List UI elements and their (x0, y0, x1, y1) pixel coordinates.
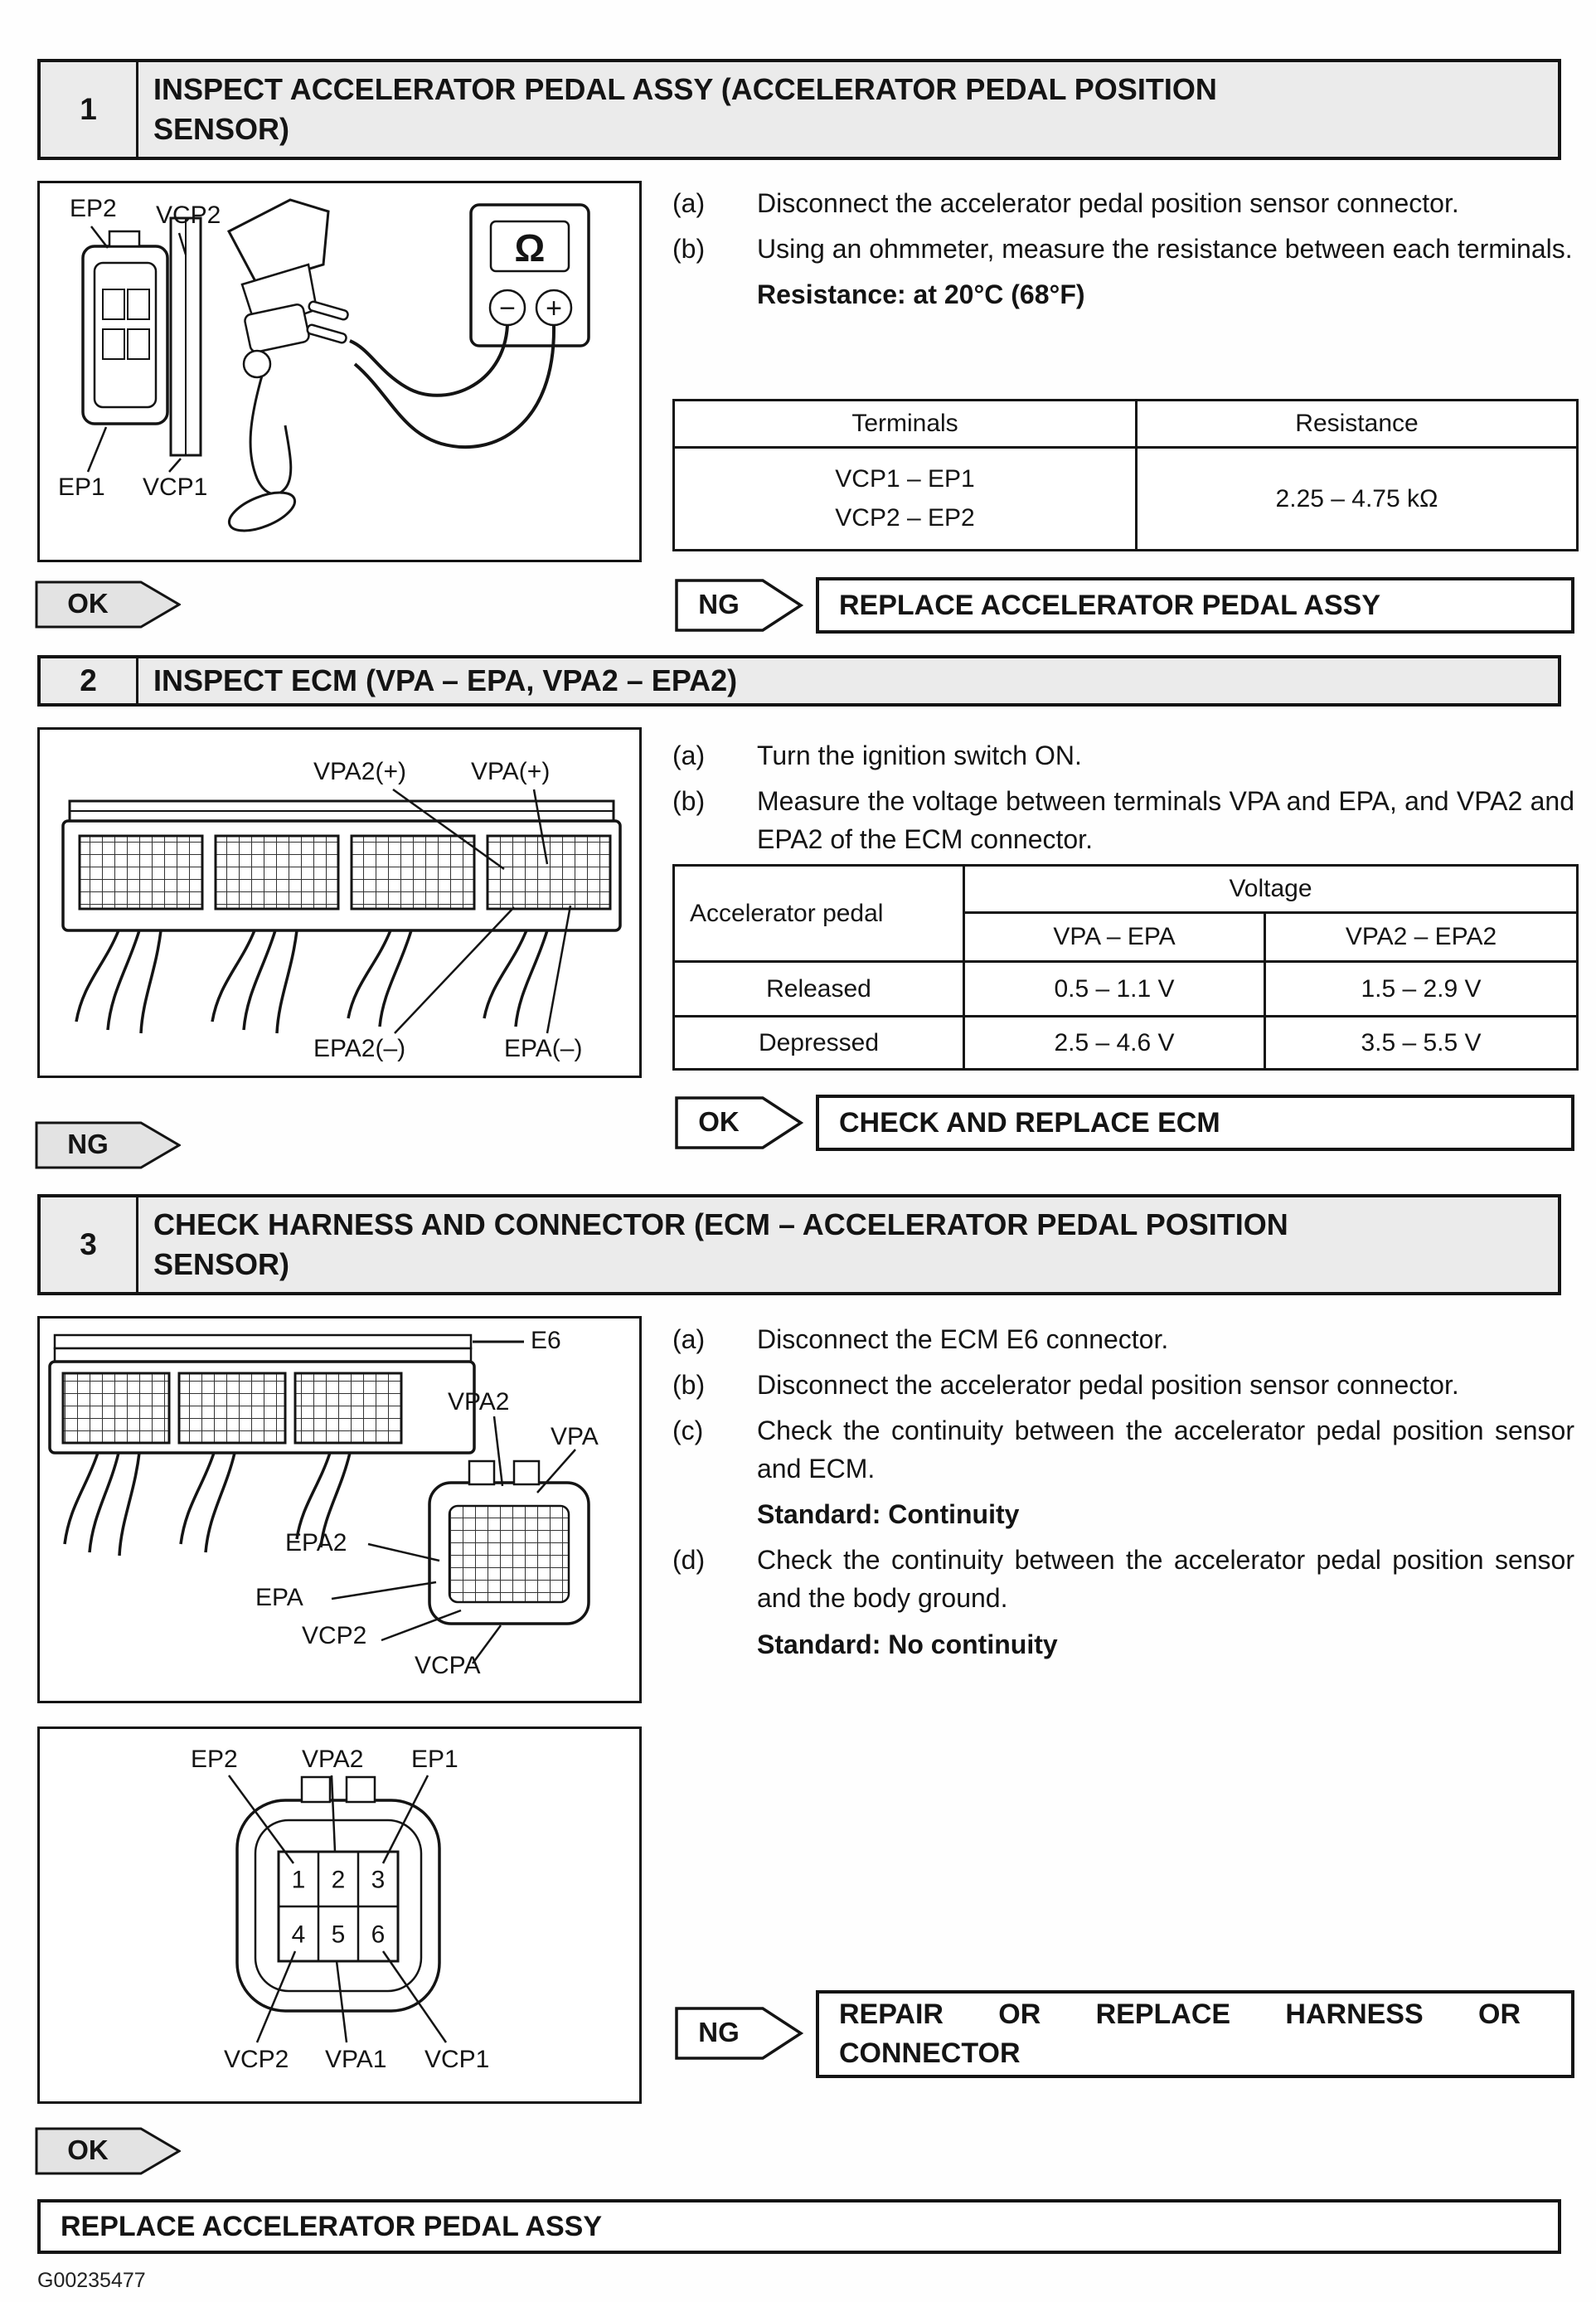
step2-number: 2 (41, 658, 138, 703)
step2-ng-arrow (35, 1121, 181, 1169)
figure-code: G00235477 (37, 2269, 146, 2292)
terminal-label-ep2: EP2 (70, 195, 117, 222)
item-label: (b) (672, 1370, 706, 1401)
pedal-sensor-ohmmeter-diagram (40, 183, 639, 560)
step3-ok-arrow (35, 2127, 181, 2175)
terminal-label-vcp2: VCP2 (156, 202, 221, 229)
step3-ng-chevron (675, 2007, 804, 2060)
item-text: Disconnect the ECM E6 connector. (757, 1324, 1169, 1354)
item-text: Check the continuity between the accelerator pedal position sensor and ECM. (757, 1416, 1574, 1484)
step3-ng-action-box (816, 1990, 1574, 2078)
connector-face-diagram-box (37, 1726, 642, 2104)
step2-title-line1: INSPECT ECM (VPA – EPA, VPA2 – EPA2) (153, 663, 738, 698)
table-row-depressed (674, 1017, 1578, 1070)
pin-label-ep2: EP2 (191, 1746, 238, 1773)
item-text: Measure the voltage between terminals VPA and EPA, and VPA2 and EPA2 of the ECM connector. (757, 786, 1574, 855)
col-header-terminals: Terminals (674, 401, 1137, 448)
step3-harness-diagram-box (37, 1316, 642, 1703)
terminal-label-epa-minus: EPA(–) (504, 1035, 583, 1062)
terminal-label-vpa2: VPA2 (448, 1388, 510, 1416)
procedure-item-a (672, 736, 1574, 775)
step2-diagram-box (37, 727, 642, 1078)
resistance-table (672, 399, 1579, 551)
item-text: Check the continuity between the accelerator pedal position sensor and the body ground. (757, 1545, 1574, 1614)
col-header-vpa-epa: VPA – EPA (964, 913, 1265, 962)
item-text: Disconnect the accelerator pedal position sensor connector. (757, 1370, 1459, 1401)
ohm-symbol: Ω (514, 226, 546, 270)
terminal-pair-1: VCP1 – EP1 (835, 465, 975, 493)
probe-minus-symbol: − (499, 293, 516, 324)
final-action-text: REPLACE ACCELERATOR PEDAL ASSY (61, 2210, 603, 2242)
item-label: (d) (672, 1545, 706, 1576)
no-continuity-standard: Standard: No continuity (757, 1629, 1058, 1659)
step1-number: 1 (41, 62, 138, 157)
voltage-value: 1.5 – 2.9 V (1265, 962, 1578, 1017)
pin-number-1: 1 (291, 1866, 306, 1894)
pin-number-6: 6 (371, 1921, 386, 1949)
procedure-item-a (672, 1320, 1574, 1358)
voltage-value: 3.5 – 5.5 V (1265, 1017, 1578, 1070)
col-header-resistance: Resistance (1137, 401, 1578, 448)
action-text: REPLACE ACCELERATOR PEDAL ASSY (839, 589, 1381, 621)
step3-title-line1: CHECK HARNESS AND CONNECTOR (ECM – ACCELERATOR PEDAL POSITION (153, 1207, 1288, 1242)
procedure-item-d (672, 1541, 1574, 1617)
terminal-label-vcp1: VCP1 (143, 474, 208, 501)
step3-number: 3 (41, 1197, 138, 1292)
terminal-label-epa2: EPA2 (285, 1529, 347, 1557)
pin-label-vcp1: VCP1 (424, 2046, 490, 2073)
step1-diagram-box (37, 181, 642, 562)
step3-title-line2: SENSOR) (153, 1247, 290, 1281)
pin-label-vpa1: VPA1 (325, 2046, 387, 2073)
ng-label: NG (698, 589, 740, 620)
item-label: (a) (672, 1324, 706, 1354)
ok-label: OK (67, 2134, 109, 2166)
pin-number-5: 5 (331, 1921, 346, 1949)
step2-ok-action-box (816, 1095, 1574, 1151)
step1-procedure (672, 184, 1574, 321)
procedure-item-b (672, 1366, 1574, 1404)
procedure-item-b (672, 782, 1574, 858)
step2-title (138, 658, 1558, 703)
terminal-label-epa2-minus: EPA2(–) (313, 1035, 406, 1062)
pedal-state: Depressed (674, 1017, 964, 1070)
ng-label: NG (67, 1129, 109, 1160)
step1-ng-action-box (816, 577, 1574, 634)
pin-number-4: 4 (291, 1921, 306, 1949)
action-text: REPAIR OR REPLACE HARNESS OR CONNECTOR (839, 1998, 1521, 2069)
pin-label-vpa2: VPA2 (302, 1746, 364, 1773)
step3-header (37, 1194, 1561, 1295)
pin-label-ep1: EP1 (411, 1746, 458, 1773)
col-header-voltage: Voltage (964, 866, 1578, 913)
terminal-label-vcp2: VCP2 (302, 1622, 367, 1649)
connector-label-e6: E6 (531, 1327, 561, 1354)
terminal-label-vcpa: VCPA (415, 1652, 481, 1679)
step3-title (138, 1197, 1558, 1292)
pin-label-vcp2: VCP2 (224, 2046, 289, 2073)
voltage-table (672, 864, 1579, 1071)
final-action-box (37, 2199, 1561, 2254)
resistance-spec: Resistance: at 20°C (68°F) (757, 279, 1085, 310)
procedure-item-b (672, 230, 1574, 268)
ohmmeter-icon (471, 205, 589, 346)
col-header-vpa2-epa2: VPA2 – EPA2 (1265, 913, 1578, 962)
step1-ok-arrow (35, 580, 181, 629)
probe-plus-symbol: + (546, 293, 562, 324)
item-text: Disconnect the accelerator pedal position sensor connector. (757, 188, 1459, 218)
ok-label: OK (698, 1106, 740, 1138)
terminal-label-epa: EPA (255, 1584, 303, 1611)
item-label: (b) (672, 234, 706, 265)
item-label: (b) (672, 786, 706, 817)
voltage-value: 0.5 – 1.1 V (964, 962, 1265, 1017)
terminal-label-vpa2-plus: VPA2(+) (313, 758, 406, 785)
ok-label: OK (67, 588, 109, 619)
resistance-value-cell: 2.25 – 4.75 kΩ (1137, 448, 1578, 551)
step1-title-line1: INSPECT ACCELERATOR PEDAL ASSY (ACCELERATOR PEDAL POSITION (153, 72, 1217, 107)
item-label: (a) (672, 741, 706, 770)
pedal-state: Released (674, 962, 964, 1017)
step2-procedure (672, 736, 1574, 866)
table-row-released (674, 962, 1578, 1017)
item-text: Turn the ignition switch ON. (757, 741, 1082, 770)
step2-ok-chevron (675, 1096, 804, 1149)
terminal-label-vpa-plus: VPA(+) (471, 758, 551, 785)
continuity-standard: Standard: Continuity (757, 1499, 1020, 1530)
terminal-label-ep1: EP1 (58, 474, 105, 501)
step1-title (138, 62, 1558, 157)
item-label: (c) (672, 1416, 704, 1446)
step3-procedure (672, 1320, 1574, 1671)
step1-header (37, 59, 1561, 160)
item-label: (a) (672, 188, 706, 218)
ng-label: NG (698, 2017, 740, 2048)
terminal-label-vpa: VPA (551, 1423, 599, 1450)
terminal-pair-2: VCP2 – EP2 (835, 503, 975, 532)
table-row (674, 448, 1578, 551)
terminals-cell (674, 448, 1137, 551)
col-header-pedal: Accelerator pedal (674, 866, 964, 962)
procedure-item-c (672, 1411, 1574, 1488)
procedure-item-a (672, 184, 1574, 222)
step1-ng-chevron (675, 579, 804, 632)
action-text: CHECK AND REPLACE ECM (839, 1106, 1220, 1139)
voltage-value: 2.5 – 4.6 V (964, 1017, 1265, 1070)
pin-number-2: 2 (331, 1866, 346, 1894)
pin-number-3: 3 (371, 1866, 386, 1894)
step2-header (37, 655, 1561, 707)
item-text: Using an ohmmeter, measure the resistance between each terminals. (757, 234, 1573, 265)
step1-title-line2: SENSOR) (153, 112, 290, 146)
